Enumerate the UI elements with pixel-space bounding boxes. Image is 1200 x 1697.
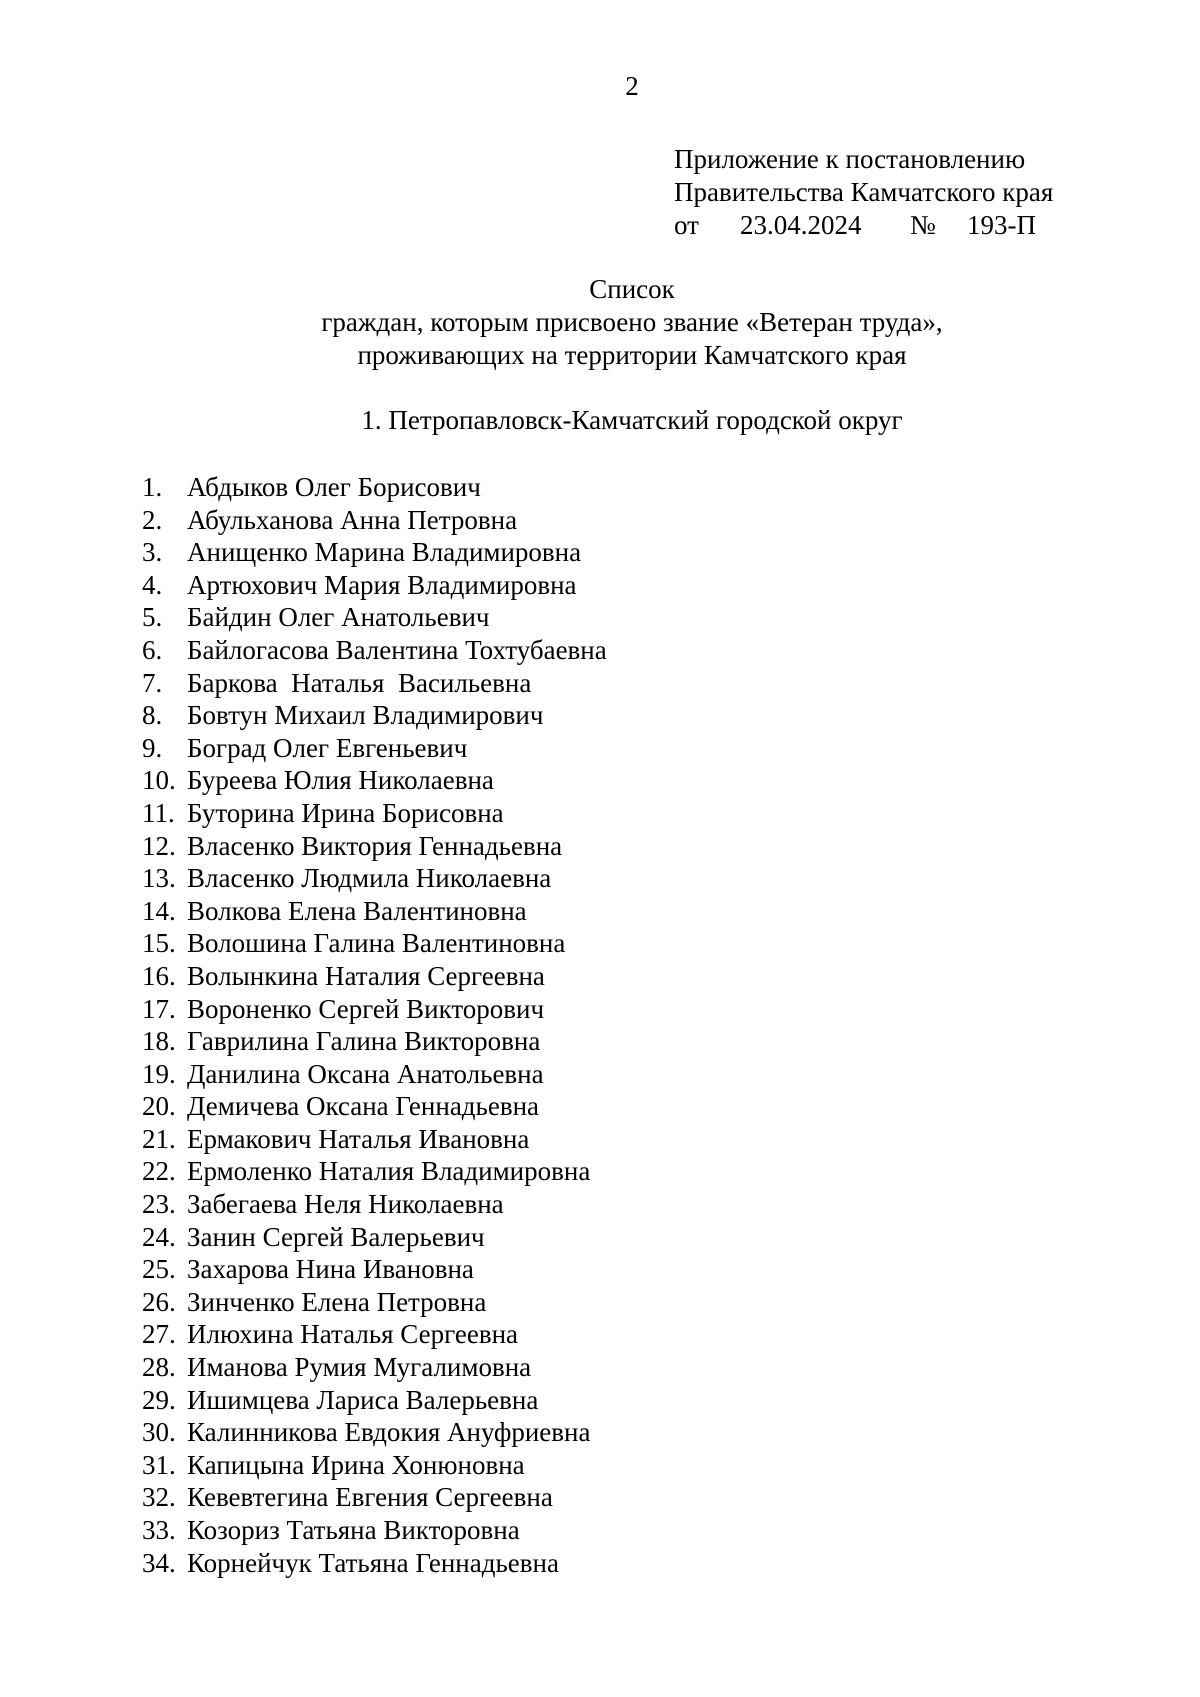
- list-item-number: 22.: [142, 1156, 176, 1187]
- appendix-date: 23.04.2024: [740, 210, 862, 240]
- list-item: [142, 471, 607, 504]
- list-item: [142, 1090, 607, 1123]
- list-item-name: Калинникова Евдокия Ануфриевна: [187, 1417, 591, 1448]
- list-item: [142, 1123, 607, 1156]
- title-line-2: граждан, которым присвоено звание «Ветеран труда»,: [321, 307, 943, 337]
- list-item: [142, 667, 607, 700]
- list-item-name: Анищенко Марина Владимировна: [187, 537, 582, 568]
- list-item-number: 29.: [142, 1384, 176, 1415]
- list-item-name: Вороненко Сергей Викторович: [187, 993, 545, 1024]
- list-item-number: 3.: [142, 537, 163, 568]
- list-item-name: Бовтун Михаил Владимирович: [187, 700, 544, 731]
- document-title: [0, 273, 1200, 372]
- list-item: [142, 634, 607, 667]
- list-item-number: 6.: [142, 634, 163, 665]
- list-item: [142, 601, 607, 634]
- list-item-number: 14.: [142, 895, 176, 926]
- list-item-number: 33.: [142, 1515, 176, 1545]
- list-item-name: Капицына Ирина Хонюновна: [187, 1449, 525, 1480]
- list-item-name: Козориз Татьяна Викторовна: [187, 1515, 520, 1545]
- list-item-number: 26.: [142, 1286, 176, 1317]
- list-item-number: 1.: [142, 472, 163, 502]
- list-item-number: 23.: [142, 1189, 176, 1220]
- list-item: [142, 927, 607, 960]
- list-item-name: Занин Сергей Валерьевич: [187, 1221, 485, 1252]
- list-item: [142, 1155, 607, 1188]
- list-item-name: Корнейчук Татьяна Геннадьевна: [187, 1547, 559, 1578]
- list-item: [142, 993, 607, 1026]
- title-line-3: проживающих на территории Камчатского края: [357, 340, 907, 370]
- appendix-number-sign: №: [910, 210, 936, 240]
- list-item: [142, 1058, 607, 1091]
- list-item: [142, 1449, 607, 1482]
- list-item: [142, 895, 607, 928]
- list-item-number: 11.: [142, 797, 175, 828]
- list-item-name: Артюхович Мария Владимировна: [187, 569, 577, 600]
- list-item-name: Гаврилина Галина Викторовна: [187, 1026, 541, 1057]
- list-item-name: Власенко Виктория Геннадьевна: [187, 830, 563, 861]
- list-item-number: 34.: [142, 1547, 176, 1578]
- list-item: [142, 1384, 607, 1417]
- list-item: [142, 1318, 607, 1351]
- list-item-number: 19.: [142, 1058, 176, 1089]
- list-item-name: Буреева Юлия Николаевна: [187, 765, 494, 796]
- person-list: [142, 471, 607, 1579]
- appendix-line-2: Правительства Камчатского края: [674, 177, 1054, 207]
- list-item-number: 12.: [142, 830, 176, 861]
- list-item: [142, 1416, 607, 1449]
- list-item: [142, 1514, 607, 1547]
- list-item-number: 7.: [142, 667, 163, 698]
- list-item: [142, 1547, 607, 1580]
- list-item-number: 17.: [142, 993, 176, 1024]
- list-item-name: Абдыков Олег Борисович: [187, 472, 481, 502]
- appendix-line-1: Приложение к постановлению: [674, 144, 1026, 174]
- list-item: [142, 504, 607, 537]
- list-item-name: Волкова Елена Валентиновна: [187, 895, 527, 926]
- list-item-number: 8.: [142, 700, 163, 731]
- list-item-number: 2.: [142, 504, 163, 535]
- list-item-name: Ермакович Наталья Ивановна: [187, 1123, 530, 1154]
- list-item-number: 27.: [142, 1319, 176, 1350]
- appendix-header: [674, 143, 1053, 242]
- list-item-name: Ермоленко Наталия Владимировна: [187, 1156, 591, 1187]
- list-item: [142, 1286, 607, 1319]
- list-item-number: 21.: [142, 1123, 176, 1154]
- list-item: [142, 1025, 607, 1058]
- list-item-name: Забегаева Неля Николаевна: [187, 1189, 504, 1220]
- list-item-name: Илюхина Наталья Сергеевна: [187, 1319, 519, 1350]
- appendix-reference: [674, 209, 1053, 242]
- list-item-name: Байлогасова Валентина Тохтубаевна: [187, 634, 607, 665]
- list-item: [142, 797, 607, 830]
- list-item-name: Волынкина Наталия Сергеевна: [187, 960, 545, 991]
- list-item-name: Абульханова Анна Петровна: [187, 504, 518, 535]
- appendix-number: 193-П: [967, 210, 1036, 240]
- list-item-number: 28.: [142, 1352, 176, 1383]
- list-item-name: Буторина Ирина Борисовна: [187, 797, 504, 828]
- list-item-number: 24.: [142, 1221, 176, 1252]
- list-item: [142, 569, 607, 602]
- list-item-number: 25.: [142, 1254, 176, 1285]
- list-item-name: Зинченко Елена Петровна: [187, 1286, 487, 1317]
- list-item-number: 31.: [142, 1449, 176, 1480]
- list-item-number: 9.: [142, 732, 163, 763]
- list-item-name: Захарова Нина Ивановна: [187, 1254, 474, 1285]
- list-item-number: 20.: [142, 1091, 176, 1122]
- list-item: [142, 1253, 607, 1286]
- section-title: 1. Петропавловск-Камчатский городской округ: [361, 405, 903, 435]
- list-item-number: 16.: [142, 960, 176, 991]
- list-item-number: 30.: [142, 1417, 176, 1448]
- list-item-name: Баркова Наталья Васильевна: [187, 667, 532, 698]
- appendix-date-prefix: от: [674, 210, 699, 240]
- list-item-name: Ишимцева Лариса Валерьевна: [187, 1384, 539, 1415]
- list-item: [142, 830, 607, 863]
- list-item-name: Демичева Оксана Геннадьевна: [187, 1091, 540, 1122]
- list-item: [142, 699, 607, 732]
- list-item-name: Байдин Олег Анатольевич: [187, 602, 490, 633]
- list-item: [142, 1221, 607, 1254]
- list-item-name: Власенко Людмила Николаевна: [187, 863, 552, 894]
- list-item: [142, 960, 607, 993]
- list-item-number: 13.: [142, 863, 176, 894]
- list-item: [142, 1351, 607, 1384]
- list-item: [142, 536, 607, 569]
- list-item-number: 32.: [142, 1482, 176, 1513]
- list-item-name: Кевевтегина Евгения Сергеевна: [187, 1482, 553, 1513]
- list-item-name: Боград Олег Евгеньевич: [187, 732, 468, 763]
- list-item-number: 10.: [142, 765, 176, 796]
- list-item-name: Данилина Оксана Анатольевна: [187, 1058, 544, 1089]
- page-number: 2: [625, 71, 639, 101]
- list-item-number: 15.: [142, 928, 176, 959]
- list-item: [142, 1188, 607, 1221]
- list-item: [142, 1481, 607, 1514]
- list-item-name: Иманова Румия Мугалимовна: [187, 1352, 532, 1383]
- list-item: [142, 764, 607, 797]
- list-item: [142, 732, 607, 765]
- list-item: [142, 862, 607, 895]
- list-item-number: 5.: [142, 602, 163, 633]
- title-line-1: Список: [589, 274, 675, 304]
- list-item-name: Волошина Галина Валентиновна: [187, 928, 566, 959]
- list-item-number: 18.: [142, 1026, 176, 1057]
- list-item-number: 4.: [142, 569, 163, 600]
